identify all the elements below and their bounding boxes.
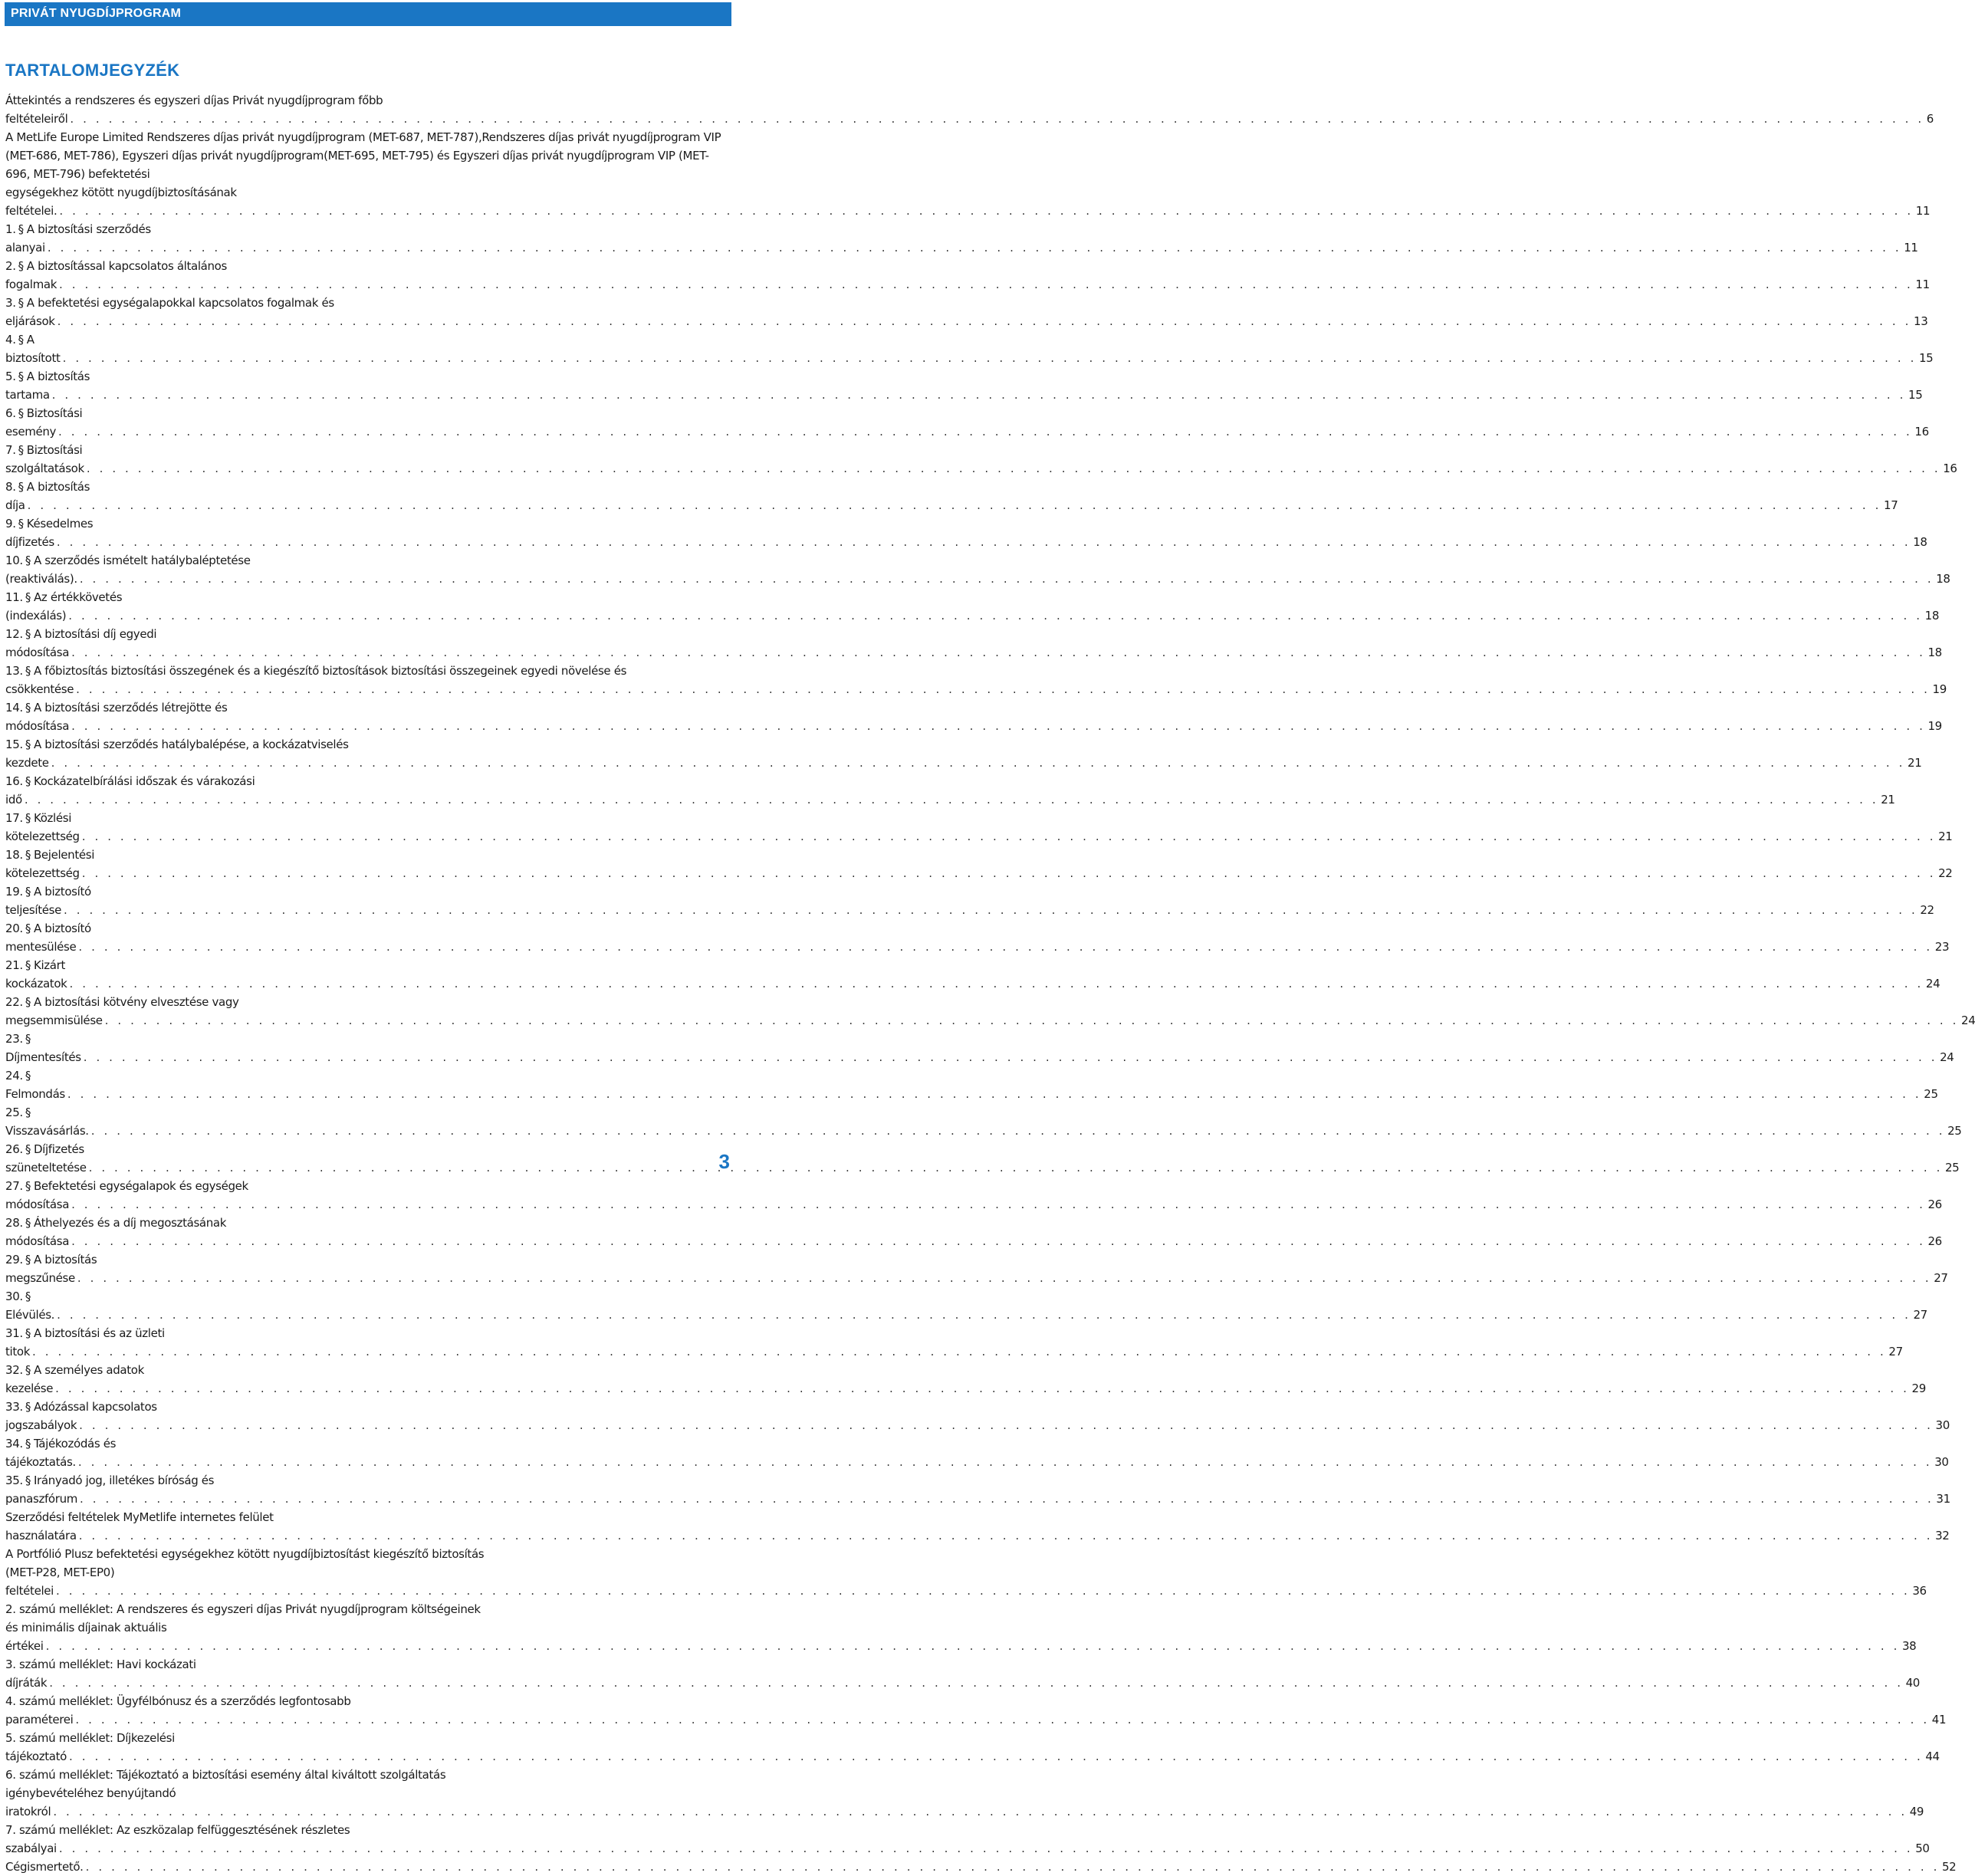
toc-entry[interactable] [5, 588, 1940, 625]
toc-page-number: 29 [1911, 1382, 1926, 1395]
toc-page-number: 26 [1927, 1198, 1942, 1211]
toc-entry[interactable] [5, 698, 1942, 735]
toc-entry-text: Tájékozódás és tájékoztatás. [5, 1437, 117, 1469]
toc-page-number: 49 [1909, 1805, 1924, 1819]
toc-page-number: 31 [1936, 1492, 1950, 1506]
leader-dots [68, 609, 1922, 623]
toc-entry[interactable] [5, 1600, 1917, 1655]
section-sign-icon: § [25, 1474, 31, 1487]
toc-entry-text: és minimális díjainak aktuális értékei [5, 1621, 167, 1653]
toc-entry[interactable] [5, 367, 1923, 404]
section-sign-icon: § [25, 1106, 31, 1119]
toc-page-number: 22 [1920, 903, 1934, 917]
toc-page-number: 15 [1918, 351, 1934, 365]
leader-dots [59, 278, 1913, 291]
toc-page-number: 36 [1912, 1584, 1927, 1598]
section-sign-icon: § [18, 370, 24, 383]
leader-dots [79, 1529, 1933, 1543]
section-sign-icon: § [25, 774, 31, 788]
leader-dots [87, 462, 1940, 475]
toc-page-number: 24 [1925, 977, 1940, 991]
toc-page-number: 6 [1926, 112, 1934, 126]
leader-dots [79, 1418, 1933, 1432]
leader-dots [80, 572, 1934, 586]
toc-entry[interactable] [5, 220, 1918, 257]
section-number: 5. [5, 370, 16, 383]
table-of-contents [5, 91, 1975, 1876]
section-number: 17. [5, 811, 23, 825]
toc-entry-text: 4. számú melléklet: Ügyfélbónusz és a szerződés legfontosabb paraméterei [5, 1694, 351, 1727]
toc-entry-text: A biztosítással kapcsolatos általános fogalmak [5, 259, 227, 291]
toc-entry[interactable] [5, 404, 1929, 441]
toc-entry-text: A biztosítási szerződés létrejötte és módosítása [5, 701, 228, 733]
leader-dots [58, 314, 1911, 328]
toc-entry-line: 6. számú melléklet: Tájékoztató a biztosítási esemény által kiváltott szolgáltatás [5, 1768, 446, 1782]
section-sign-icon: § [18, 222, 24, 236]
toc-entry[interactable] [5, 846, 1953, 882]
toc-entry-text: Adózással kapcsolatos jogszabályok [5, 1400, 157, 1432]
toc-page-number: 18 [1913, 535, 1927, 549]
toc-entry[interactable] [5, 882, 1934, 919]
toc-page-number: 32 [1935, 1529, 1950, 1543]
section-sign-icon: § [25, 995, 31, 1009]
toc-page-number: 21 [1908, 756, 1922, 770]
toc-page-number: 24 [1961, 1014, 1975, 1027]
leader-dots [69, 1750, 1923, 1763]
toc-entry-text: A biztosítás megszűnése [5, 1253, 97, 1285]
section-number: 33. [5, 1400, 23, 1414]
section-number: 25. [5, 1106, 23, 1119]
leader-dots [77, 1271, 1931, 1285]
section-number: 32. [5, 1363, 23, 1377]
leader-dots [76, 682, 1930, 696]
section-sign-icon: § [25, 554, 31, 567]
toc-entry-text: A biztosítási és az üzleti titok [5, 1326, 165, 1359]
toc-entry[interactable] [5, 551, 1950, 588]
section-sign-icon: § [25, 958, 31, 972]
section-number: 34. [5, 1437, 23, 1451]
header-bar [5, 2, 731, 26]
toc-entry[interactable] [5, 128, 1931, 220]
leader-dots [64, 903, 1917, 917]
toc-page-number: 25 [1924, 1087, 1938, 1101]
toc-entry[interactable] [5, 735, 1922, 772]
toc-entry-line: A MetLife Europe Limited Rendszeres díjas privát nyugdíjprogram (MET-687, MET-787), [5, 130, 482, 144]
toc-page-number: 15 [1908, 388, 1923, 402]
toc-entry[interactable] [5, 625, 1942, 662]
toc-entry[interactable] [5, 1508, 1950, 1545]
header-title: PRIVÁT NYUGDÍJPROGRAM [11, 7, 181, 20]
leader-dots [58, 425, 1912, 439]
toc-entry-text: (MET-P28, MET-EP0) feltételei [5, 1566, 115, 1598]
section-number: 23. [5, 1032, 23, 1046]
toc-page-number: 24 [1940, 1050, 1954, 1064]
section-number: 24. [5, 1069, 23, 1083]
toc-page-number: 26 [1927, 1234, 1942, 1248]
toc-page-number: 40 [1905, 1676, 1920, 1690]
toc-entry[interactable] [5, 1655, 1920, 1692]
toc-entry-text: 5. számú melléklet: Díjkezelési tájékoztató [5, 1731, 175, 1763]
toc-entry[interactable] [5, 1821, 1930, 1858]
toc-entry[interactable] [5, 1545, 1927, 1600]
toc-page-number: 11 [1904, 241, 1918, 255]
toc-entry[interactable] [5, 1214, 1942, 1250]
section-sign-icon: § [18, 296, 24, 310]
toc-entry-text: Díjfizetés szüneteltetése [5, 1142, 87, 1175]
toc-entry-text: csökkentése [5, 682, 74, 696]
toc-entry-text: Díjmentesítés [5, 1050, 81, 1064]
page-number: 3 [718, 1150, 730, 1173]
leader-dots [63, 351, 1917, 365]
section-sign-icon: § [25, 1437, 31, 1451]
toc-entry[interactable] [5, 772, 1895, 809]
toc-page-number: 44 [1925, 1750, 1940, 1763]
section-sign-icon: § [25, 701, 31, 715]
toc-entry[interactable] [5, 1140, 1960, 1177]
section-number: 15. [5, 738, 23, 751]
section-sign-icon: § [25, 1179, 31, 1193]
toc-entry[interactable] [5, 662, 1947, 698]
section-sign-icon: § [25, 1216, 31, 1230]
toc-page-number: 11 [1915, 278, 1930, 291]
toc-entry[interactable] [5, 809, 1953, 846]
toc-entry-text: A befektetési egységalapokkal kapcsolatos fogalmak és eljárások [5, 296, 334, 328]
leader-dots [89, 1161, 1943, 1175]
section-number: 35. [5, 1474, 23, 1487]
section-sign-icon: § [25, 1069, 31, 1083]
section-number: 29. [5, 1253, 23, 1267]
toc-entry-text: Felmondás [5, 1087, 65, 1101]
toc-entry[interactable] [5, 1250, 1948, 1287]
leader-dots [59, 1842, 1913, 1855]
toc-entry[interactable] [5, 993, 1975, 1030]
toc-page-number: 18 [1936, 572, 1950, 586]
leader-dots [57, 1308, 1911, 1322]
toc-page-number: 27 [1934, 1271, 1948, 1285]
toc-entry-text: Biztosítási szolgáltatások [5, 443, 84, 475]
section-number: 4. [5, 333, 16, 347]
toc-entry[interactable] [5, 1361, 1926, 1398]
leader-dots [82, 830, 1936, 843]
toc-entry-text: 3. számú melléklet: Havi kockázati díjráták [5, 1658, 196, 1690]
toc-page-number: 38 [1901, 1639, 1917, 1653]
section-sign-icon: § [25, 1400, 31, 1414]
toc-entry[interactable] [5, 441, 1957, 478]
toc-page-number: 19 [1932, 682, 1947, 696]
toc-page-number: 13 [1914, 314, 1928, 328]
toc-page-number: 21 [1881, 793, 1895, 807]
toc-entry[interactable] [5, 1398, 1950, 1434]
toc-entry[interactable] [5, 294, 1928, 330]
toc-entry-text: Bejelentési kötelezettség [5, 848, 95, 880]
leader-dots [71, 1234, 1925, 1248]
toc-entry-text: 7. számú melléklet: Az eszközalap felfüggesztésének részletes szabályai [5, 1823, 350, 1855]
section-number: 12. [5, 627, 23, 641]
leader-dots [48, 241, 1901, 255]
section-number: 8. [5, 480, 16, 494]
leader-dots [71, 646, 1925, 659]
leader-dots [52, 388, 1906, 402]
section-sign-icon: § [25, 1032, 31, 1046]
toc-entry-text: Áthelyezés és a díj megosztásának módosítása [5, 1216, 227, 1248]
toc-entry[interactable] [5, 1471, 1950, 1508]
toc-entry-line [5, 664, 626, 678]
leader-dots [80, 1492, 1934, 1506]
toc-page-number: 22 [1938, 866, 1953, 880]
leader-dots [75, 1713, 1929, 1727]
section-number: 11. [5, 590, 23, 604]
section-number: 18. [5, 848, 23, 862]
toc-entry-line: 2. számú melléklet: A rendszeres és egyszeri díjas Privát nyugdíjprogram költségeinek [5, 1602, 481, 1616]
section-number: 13. [5, 664, 23, 678]
toc-entry[interactable] [5, 1434, 1949, 1471]
toc-page-number: 27 [1913, 1308, 1927, 1322]
leader-dots [57, 535, 1911, 549]
toc-entry-line: Rendszeres díjas privát nyugdíjprogram VIP (MET-686, MET-786), Egyszeri díjas privát nyugdíjprogram [5, 130, 721, 163]
section-sign-icon: § [25, 1326, 31, 1340]
section-number: 28. [5, 1216, 23, 1230]
toc-page-number: 18 [1924, 609, 1940, 623]
section-number: 10. [5, 554, 23, 567]
toc-entry[interactable] [5, 1177, 1942, 1214]
toc-entry-text: Késedelmes díjfizetés [5, 517, 94, 549]
toc-entry-text: A biztosítási díj egyedi módosítása [5, 627, 157, 659]
section-sign-icon: § [25, 922, 31, 935]
toc-entry[interactable] [5, 257, 1930, 294]
toc-entry-text: Cégismertető. [5, 1860, 84, 1874]
toc-entry-line: A Portfólió Plusz befektetési egységekhez kötött nyugdíjbiztosítást kiegészítő biztosítás [5, 1547, 485, 1561]
leader-dots [86, 1860, 1940, 1874]
toc-entry-text: Áttekintés a rendszeres és egyszeri díjas Privát nyugdíjprogram főbb feltételeiről [5, 94, 383, 126]
section-sign-icon: § [25, 1253, 31, 1267]
toc-entry[interactable] [5, 1066, 1938, 1103]
toc-entry[interactable] [5, 330, 1934, 367]
leader-dots [71, 1198, 1925, 1211]
toc-entry-text: egységekhez kötött nyugdíjbiztosításának feltételei. [5, 186, 237, 218]
toc-entry-text: A biztosítási szerződés hatálybalépése, a kockázatviselés kezdete [5, 738, 349, 770]
toc-page-number: 30 [1935, 1418, 1950, 1432]
toc-page-number: 52 [1941, 1860, 1957, 1874]
section-sign-icon: § [25, 738, 31, 751]
leader-dots [51, 756, 1905, 770]
toc-entry-text: A szerződés ismételt hatálybaléptetése (reaktiválás). [5, 554, 251, 586]
leader-dots [53, 1805, 1907, 1819]
toc-entry-text: A biztosított [5, 333, 61, 365]
section-sign-icon: § [25, 1363, 31, 1377]
section-number: 21. [5, 958, 23, 972]
leader-dots [59, 204, 1913, 218]
section-sign-icon: § [18, 406, 24, 420]
toc-entry[interactable] [5, 919, 1950, 956]
section-sign-icon: § [25, 664, 31, 678]
toc-entry[interactable] [5, 1324, 1903, 1361]
toc-entry-text: A személyes adatok kezelése [5, 1363, 144, 1395]
toc-entry-text: A biztosítás tartama [5, 370, 90, 402]
toc-entry-text: Elévülés. [5, 1308, 55, 1322]
leader-dots [67, 1087, 1921, 1101]
toc-page-number: 18 [1927, 646, 1942, 659]
leader-dots [49, 1676, 1903, 1690]
toc-entry[interactable] [5, 1692, 1947, 1729]
toc-page-number: 30 [1934, 1455, 1949, 1469]
section-number: 3. [5, 296, 16, 310]
section-number: 7. [5, 443, 16, 457]
toc-entry[interactable] [5, 1030, 1954, 1066]
toc-entry[interactable] [5, 1103, 1962, 1140]
toc-entry-text: A biztosítási szerződés alanyai [5, 222, 151, 255]
section-number: 22. [5, 995, 23, 1009]
leader-dots [91, 1124, 1945, 1138]
toc-entry-text: Közlési kötelezettség [5, 811, 80, 843]
toc-entry-text: A biztosító mentesülése [5, 922, 91, 954]
toc-page-number: 21 [1938, 830, 1953, 843]
section-number: 14. [5, 701, 23, 715]
toc-entry[interactable] [5, 1858, 1957, 1876]
section-number: 26. [5, 1142, 23, 1156]
toc-entry-text: Szerződési feltételek MyMetlife internetes felület használatára [5, 1510, 274, 1543]
toc-entry[interactable] [5, 91, 1934, 128]
section-number: 16. [5, 774, 23, 788]
leader-dots [78, 940, 1932, 954]
toc-entry-text: Az értékkövetés (indexálás) [5, 590, 123, 623]
toc-entry-text: Biztosítási esemény [5, 406, 83, 439]
toc-entry[interactable] [5, 478, 1898, 514]
toc-title: TARTALOMJEGYZÉK [5, 61, 180, 80]
toc-entry-text: A biztosító teljesítése [5, 885, 91, 917]
leader-dots [105, 1014, 1959, 1027]
section-number: 31. [5, 1326, 23, 1340]
section-number: 2. [5, 259, 16, 273]
toc-page-number: 23 [1934, 940, 1950, 954]
section-number: 19. [5, 885, 23, 899]
section-sign-icon: § [18, 480, 24, 494]
section-sign-icon: § [18, 443, 24, 457]
toc-entry-text: igénybevételéhez benyújtandó iratokról [5, 1786, 176, 1819]
section-number: 20. [5, 922, 23, 935]
section-number: 27. [5, 1179, 23, 1193]
toc-entry-text: Befektetési egységalapok és egységek módosítása [5, 1179, 248, 1211]
leader-dots [32, 1345, 1886, 1359]
leader-dots [28, 498, 1881, 512]
toc-page-number: 27 [1888, 1345, 1903, 1359]
toc-entry-text: A biztosítási kötvény elvesztése vagy megsemmisülése [5, 995, 239, 1027]
section-sign-icon: § [25, 1290, 31, 1303]
section-sign-icon: § [18, 333, 24, 347]
toc-page-number: 16 [1943, 462, 1957, 475]
toc-entry-text: Visszavásárlás. [5, 1124, 89, 1138]
leader-dots [84, 1050, 1937, 1064]
toc-page-number: 50 [1915, 1842, 1930, 1855]
toc-entry-text: Irányadó jog, illetékes bíróság és panaszfórum [5, 1474, 215, 1506]
toc-entry-text: Kockázatelbírálási időszak és várakozási idő [5, 774, 255, 807]
leader-dots [25, 793, 1878, 807]
toc-entry-text: Kizárt kockázatok [5, 958, 67, 991]
section-number: 30. [5, 1290, 23, 1303]
section-number: 1. [5, 222, 16, 236]
section-sign-icon: § [25, 590, 31, 604]
toc-page-number: 25 [1944, 1161, 1960, 1175]
leader-dots [70, 112, 1924, 126]
section-sign-icon: § [25, 848, 31, 862]
section-sign-icon: § [25, 627, 31, 641]
toc-entry-text: A főbiztosítás biztosítási összegének és a kiegészítő biztosítások biztosítási összegeinek egyedi növelése és [33, 664, 627, 678]
section-sign-icon: § [25, 885, 31, 899]
toc-page-number: 41 [1931, 1713, 1947, 1727]
leader-dots [82, 866, 1936, 880]
leader-dots [78, 1455, 1932, 1469]
toc-entry[interactable] [5, 514, 1927, 551]
toc-entry-text: A biztosítás díja [5, 480, 90, 512]
leader-dots [71, 719, 1925, 733]
toc-page-number: 19 [1927, 719, 1942, 733]
toc-page-number: 25 [1947, 1124, 1962, 1138]
toc-entry-line: (MET-695, MET-795) és Egyszeri díjas privát nyugdíjprogram VIP (MET-696, MET-796) befektetési [5, 149, 709, 181]
section-sign-icon: § [25, 811, 31, 825]
toc-page-number: 16 [1914, 425, 1929, 439]
leader-dots [55, 1382, 1909, 1395]
leader-dots [56, 1584, 1910, 1598]
leader-dots [46, 1639, 1900, 1653]
section-number: 9. [5, 517, 16, 531]
toc-entry[interactable] [5, 1729, 1940, 1766]
section-sign-icon: § [25, 1142, 31, 1156]
section-sign-icon: § [18, 259, 24, 273]
leader-dots [70, 977, 1924, 991]
section-sign-icon: § [18, 517, 24, 531]
toc-page-number: 11 [1915, 204, 1931, 218]
section-number: 6. [5, 406, 16, 420]
toc-page-number: 17 [1884, 498, 1898, 512]
toc-entry[interactable] [5, 956, 1940, 993]
toc-entry[interactable] [5, 1287, 1927, 1324]
toc-entry[interactable] [5, 1766, 1924, 1821]
